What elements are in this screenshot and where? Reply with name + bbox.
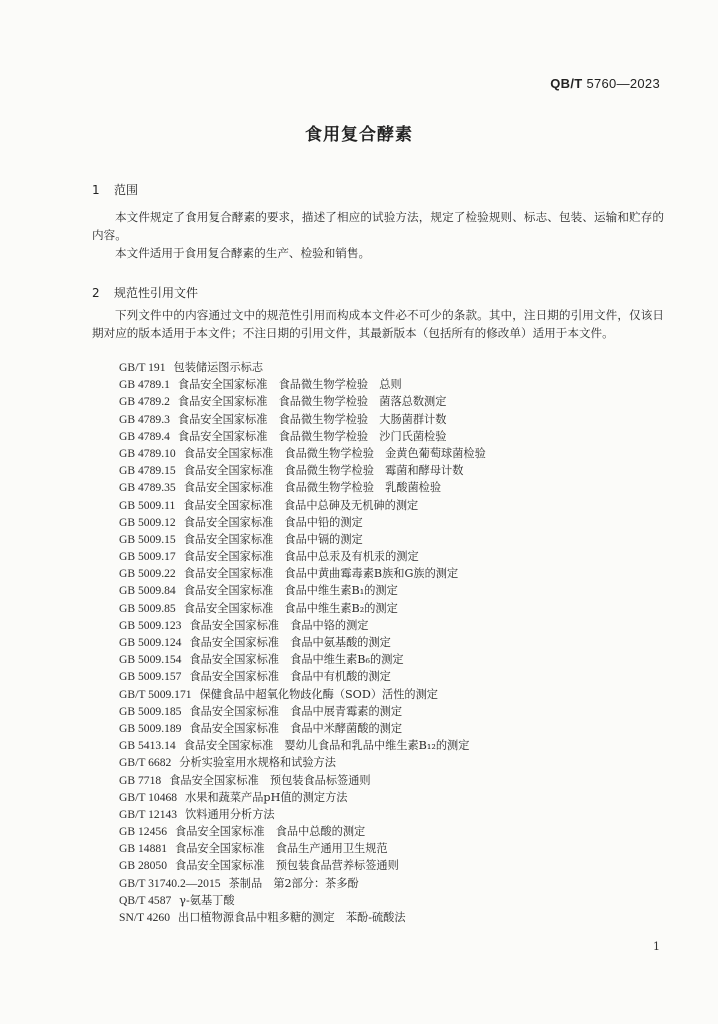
reference-title: 食品安全国家标准 食品中总砷及无机砷的测定 — [183, 498, 419, 512]
reference-code: GB/T 5009.171 — [119, 687, 192, 701]
reference-title: 食品安全国家标准 食品中米酵菌酸的测定 — [189, 721, 403, 735]
reference-code: GB 5009.17 — [119, 550, 176, 564]
reference-title: 水果和蔬菜产品pH值的测定方法 — [185, 790, 348, 804]
reference-item — [119, 617, 679, 634]
reference-code: GB 5009.124 — [119, 636, 182, 649]
reference-title: γ-氨基丁酸 — [179, 893, 235, 907]
reference-title: 食品安全国家标准 食品中总酸的测定 — [175, 825, 366, 839]
reference-title: 食品安全国家标准 食品微生物学检验 金黄色葡萄球菌检验 — [183, 446, 486, 460]
reference-item — [119, 462, 679, 479]
section-title: 规范性引用文件 — [114, 286, 199, 300]
reference-code: GB/T 12143 — [119, 807, 178, 821]
reference-code: GB/T 6682 — [119, 756, 172, 770]
reference-code: GB 5009.157 — [119, 670, 182, 684]
reference-item — [119, 823, 679, 840]
reference-title: 食品安全国家标准 食品中总汞及有机汞的测定 — [183, 550, 419, 564]
reference-item — [119, 582, 679, 599]
reference-code: GB 14881 — [119, 842, 167, 856]
reference-item — [119, 857, 679, 874]
reference-title: 出口植物源食品中粗多糖的测定 苯酚-硫酸法 — [178, 911, 406, 924]
reference-code: SN/T 4260 — [119, 911, 170, 924]
reference-item — [119, 479, 679, 496]
reference-title: 食品安全国家标准 食品微生物学检验 总则 — [177, 378, 402, 392]
reference-item — [119, 514, 679, 531]
reference-code: GB 5009.123 — [119, 618, 182, 632]
reference-item — [119, 565, 679, 582]
reference-code: GB 4789.35 — [119, 481, 176, 495]
reference-item — [119, 668, 679, 685]
reference-code: GB 28050 — [119, 859, 167, 873]
reference-item — [119, 600, 679, 617]
reference-title: 食品安全国家标准 食品微生物学检验 菌落总数测定 — [177, 395, 447, 409]
document-title: 食用复合酵素 — [305, 125, 413, 145]
reference-item — [119, 634, 679, 651]
reference-code: GB 4789.4 — [119, 429, 170, 443]
reference-title: 食品安全国家标准 食品微生物学检验 沙门氏菌检验 — [177, 429, 447, 443]
reference-title: 食品安全国家标准 食品中维生素B₁的测定 — [183, 584, 398, 598]
standard-code — [550, 76, 660, 91]
reference-code: GB/T 31740.2—2015 — [119, 876, 221, 890]
references-intro-paragraph: 下列文件中的内容通过文中的规范性引用而构成本文件必不可少的条款。其中，注日期的引用文件，仅该日期对应的版本适用于本文件；不注日期的引用文件，其最新版本（包括所有的修改单）适用于本文件。 — [92, 308, 664, 340]
reference-title: 食品安全国家标准 食品中黄曲霉毒素B族和G族的测定 — [183, 567, 459, 581]
reference-title: 食品安全国家标准 食品中维生素B₆的测定 — [189, 653, 404, 667]
reference-title: 食品安全国家标准 食品中氨基酸的测定 — [189, 636, 391, 649]
reference-title: 食品安全国家标准 食品微生物学检验 霉菌和酵母计数 — [183, 464, 464, 478]
reference-title: 食品安全国家标准 食品中镉的测定 — [183, 532, 363, 546]
reference-title: 食品安全国家标准 预包装食品营养标签通则 — [175, 859, 399, 873]
reference-item — [119, 428, 679, 445]
reference-item — [119, 754, 679, 771]
reference-title: 食品安全国家标准 婴幼儿食品和乳品中维生素B₁₂的测定 — [183, 739, 470, 753]
section-1-heading — [92, 181, 138, 198]
reference-item — [119, 359, 679, 376]
reference-code: GB 4789.15 — [119, 464, 176, 478]
standard-prefix: QB/T — [550, 76, 583, 91]
normative-references-list — [119, 359, 679, 926]
reference-item — [119, 806, 679, 823]
reference-title: 食品安全国家标准 食品生产通用卫生规范 — [175, 842, 388, 856]
reference-title: 食品安全国家标准 预包装食品标签通则 — [169, 773, 371, 787]
standard-number: 5760—2023 — [586, 76, 660, 91]
reference-item — [119, 737, 679, 754]
section-number: 2 — [92, 286, 100, 300]
reference-code: GB 4789.2 — [119, 395, 170, 409]
reference-item — [119, 789, 679, 806]
reference-title: 分析实验室用水规格和试验方法 — [179, 756, 336, 770]
reference-code: GB 5009.189 — [119, 721, 182, 735]
reference-code: GB 4789.10 — [119, 446, 176, 460]
reference-code: GB 5009.154 — [119, 653, 182, 667]
reference-item — [119, 376, 679, 393]
reference-item — [119, 892, 679, 909]
section-title: 范围 — [114, 183, 139, 197]
reference-title: 食品安全国家标准 食品微生物学检验 大肠菌群计数 — [177, 412, 447, 426]
reference-code: QB/T 4587 — [119, 893, 172, 907]
reference-title: 食品安全国家标准 食品中展青霉素的测定 — [189, 704, 403, 718]
reference-code: GB 4789.3 — [119, 412, 170, 426]
reference-code: GB 12456 — [119, 825, 167, 839]
reference-code: GB/T 10468 — [119, 790, 178, 804]
reference-code: GB 5009.15 — [119, 532, 176, 546]
reference-title: 饮料通用分析方法 — [185, 807, 275, 821]
reference-title: 茶制品 第2部分：茶多酚 — [228, 876, 359, 890]
scope-paragraph-1: 本文件规定了食用复合酵素的要求，描述了相应的试验方法，规定了检验规则、标志、包装、运输和贮存的内容。 — [92, 210, 664, 242]
reference-code: GB 5009.22 — [119, 567, 176, 581]
reference-code: GB 5009.12 — [119, 515, 176, 529]
reference-code: GB 5009.85 — [119, 601, 176, 615]
section-number: 1 — [92, 183, 100, 197]
reference-title: 食品安全国家标准 食品中有机酸的测定 — [189, 670, 391, 684]
scope-paragraph-2: 本文件适用于食用复合酵素的生产、检验和销售。 — [115, 246, 371, 260]
reference-item — [119, 393, 679, 410]
reference-code: GB 5009.185 — [119, 704, 182, 718]
reference-title: 食品安全国家标准 食品微生物学检验 乳酸菌检验 — [183, 481, 442, 495]
reference-code: GB 5009.84 — [119, 584, 176, 598]
reference-item — [119, 497, 679, 514]
reference-item — [119, 909, 679, 926]
reference-item — [119, 703, 679, 720]
reference-code: GB 7718 — [119, 773, 162, 787]
reference-title: 食品安全国家标准 食品中铬的测定 — [189, 618, 369, 632]
reference-item — [119, 651, 679, 668]
reference-title: 保健食品中超氧化物歧化酶（SOD）活性的测定 — [199, 687, 438, 701]
section-2-heading — [92, 284, 198, 301]
reference-code: GB 5413.14 — [119, 739, 176, 753]
reference-code: GB 5009.11 — [119, 498, 176, 512]
reference-item — [119, 875, 679, 892]
reference-title: 食品安全国家标准 食品中铅的测定 — [183, 515, 363, 529]
reference-item — [119, 548, 679, 565]
reference-code: GB/T 191 — [119, 361, 166, 374]
reference-item — [119, 411, 679, 428]
reference-item — [119, 531, 679, 548]
reference-item — [119, 686, 679, 703]
reference-code: GB 4789.1 — [119, 378, 170, 392]
reference-title: 包装储运图示标志 — [173, 361, 264, 374]
reference-title: 食品安全国家标准 食品中维生素B₂的测定 — [183, 601, 398, 615]
reference-item — [119, 840, 679, 857]
page-number: 1 — [653, 940, 660, 953]
reference-item — [119, 445, 679, 462]
reference-item — [119, 720, 679, 737]
reference-item — [119, 772, 679, 789]
